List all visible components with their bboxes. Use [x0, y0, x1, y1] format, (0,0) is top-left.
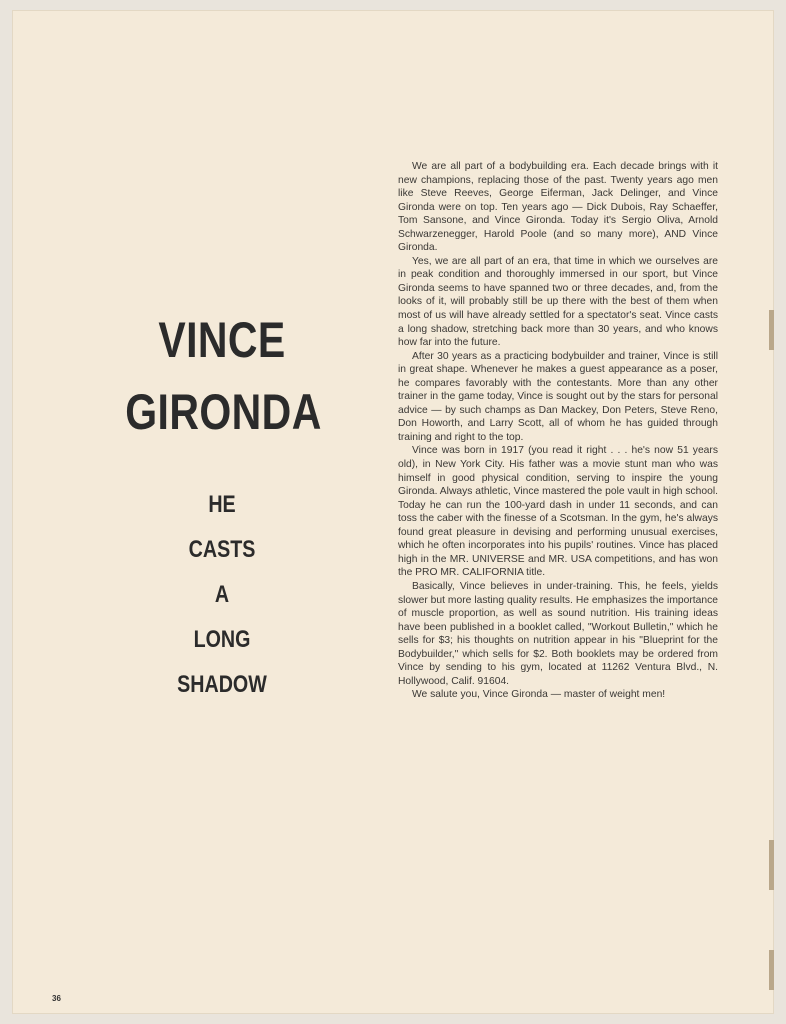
article-subtitle — [104, 482, 340, 707]
title-line: VINCE — [158, 312, 286, 368]
paragraph: We are all part of a bodybuilding era. Each decade brings with it new champions, replacing those of the past. Twenty years ago men like Steve Reeves, George Eiferman, Jack Delinger, and Vince Gironda were on top. Ten years ago — Dick Dubois, Ray Schaeffer, Tom Sansone, and Vince Gironda. Today it's Sergio Oliva, Arnold Schwarzenegger, Harold Poole (and so many more), AND Vince Gironda. — [398, 161, 718, 254]
subtitle-line: HE — [208, 491, 236, 518]
title-line: GIRONDA — [125, 384, 322, 440]
paragraph: Basically, Vince believes in under-training. This, he feels, yields slower but more lasting quality results. He emphasizes the importance of muscle proportion, as well as sound nutrition. His training ideas have been published in a booklet called, "Workout Bulletin," which he sells for $3; his thoughts on nutrition appear in his "Blueprint for the Bodybuilder," which sells for $2. Both booklets may be ordered from Vince by sending to his gym, located at 11262 Ventura Blvd., N. Hollywood, Calif. 91604. — [398, 580, 718, 687]
paragraph: Vince was born in 1917 (you read it right . . . he's now 51 years old), in New York City. His father was a movie stunt man who was himself in good physical condition, serving to inspire the young Gironda. Always athletic, Vince mastered the pole vault in high school. Today he can run the 100-yard dash in under 11 seconds, and can toss the caber with the finesse of a Scotsman. In the gym, he's always found great pleasure in devising and performing unusual exercises, which he often incorporates into his pupils' routines. Vince has placed high in the MR. UNIVERSE and MR. USA competitions, and has won the PRO MR. CALIFORNIA title. — [398, 445, 718, 579]
article-title — [104, 304, 340, 448]
page-edge-mark — [769, 840, 774, 890]
page-edge-mark — [769, 950, 774, 990]
subtitle-line: LONG — [193, 626, 251, 653]
paragraph: We salute you, Vince Gironda — master of weight men! — [412, 689, 666, 701]
subtitle-line: A — [214, 581, 230, 608]
paragraph: After 30 years as a practicing bodybuilder and trainer, Vince is still in great shape. Whenever he makes a guest appearance as a poser, he compares favorably with the contestants. More than any other trainer in the game today, Vince is sought out by the stars for personal advice — by such champs as Dan Mackey, Don Peters, Steve Reno, Don Howorth, and Larry Scott, all of whom he has guided through training and right to the top. — [398, 350, 718, 443]
magazine-page — [12, 10, 774, 1014]
article-body — [398, 160, 718, 702]
subtitle-line: CASTS — [188, 536, 256, 563]
paragraph: Yes, we are all part of an era, that time in which we ourselves are in peak condition and thoroughly immersed in our sport, but Vince Gironda seems to have spanned two or three decades, and, from the looks of it, will probably still be up there with the best of them when most of us will have already settled for a spectator's seat. Vince casts a long shadow, stretching back more than 30 years, and who knows how far into the future. — [398, 255, 718, 349]
page-edge-mark — [769, 310, 774, 350]
page-number: 36 — [52, 994, 61, 1003]
subtitle-line: SHADOW — [177, 671, 267, 698]
